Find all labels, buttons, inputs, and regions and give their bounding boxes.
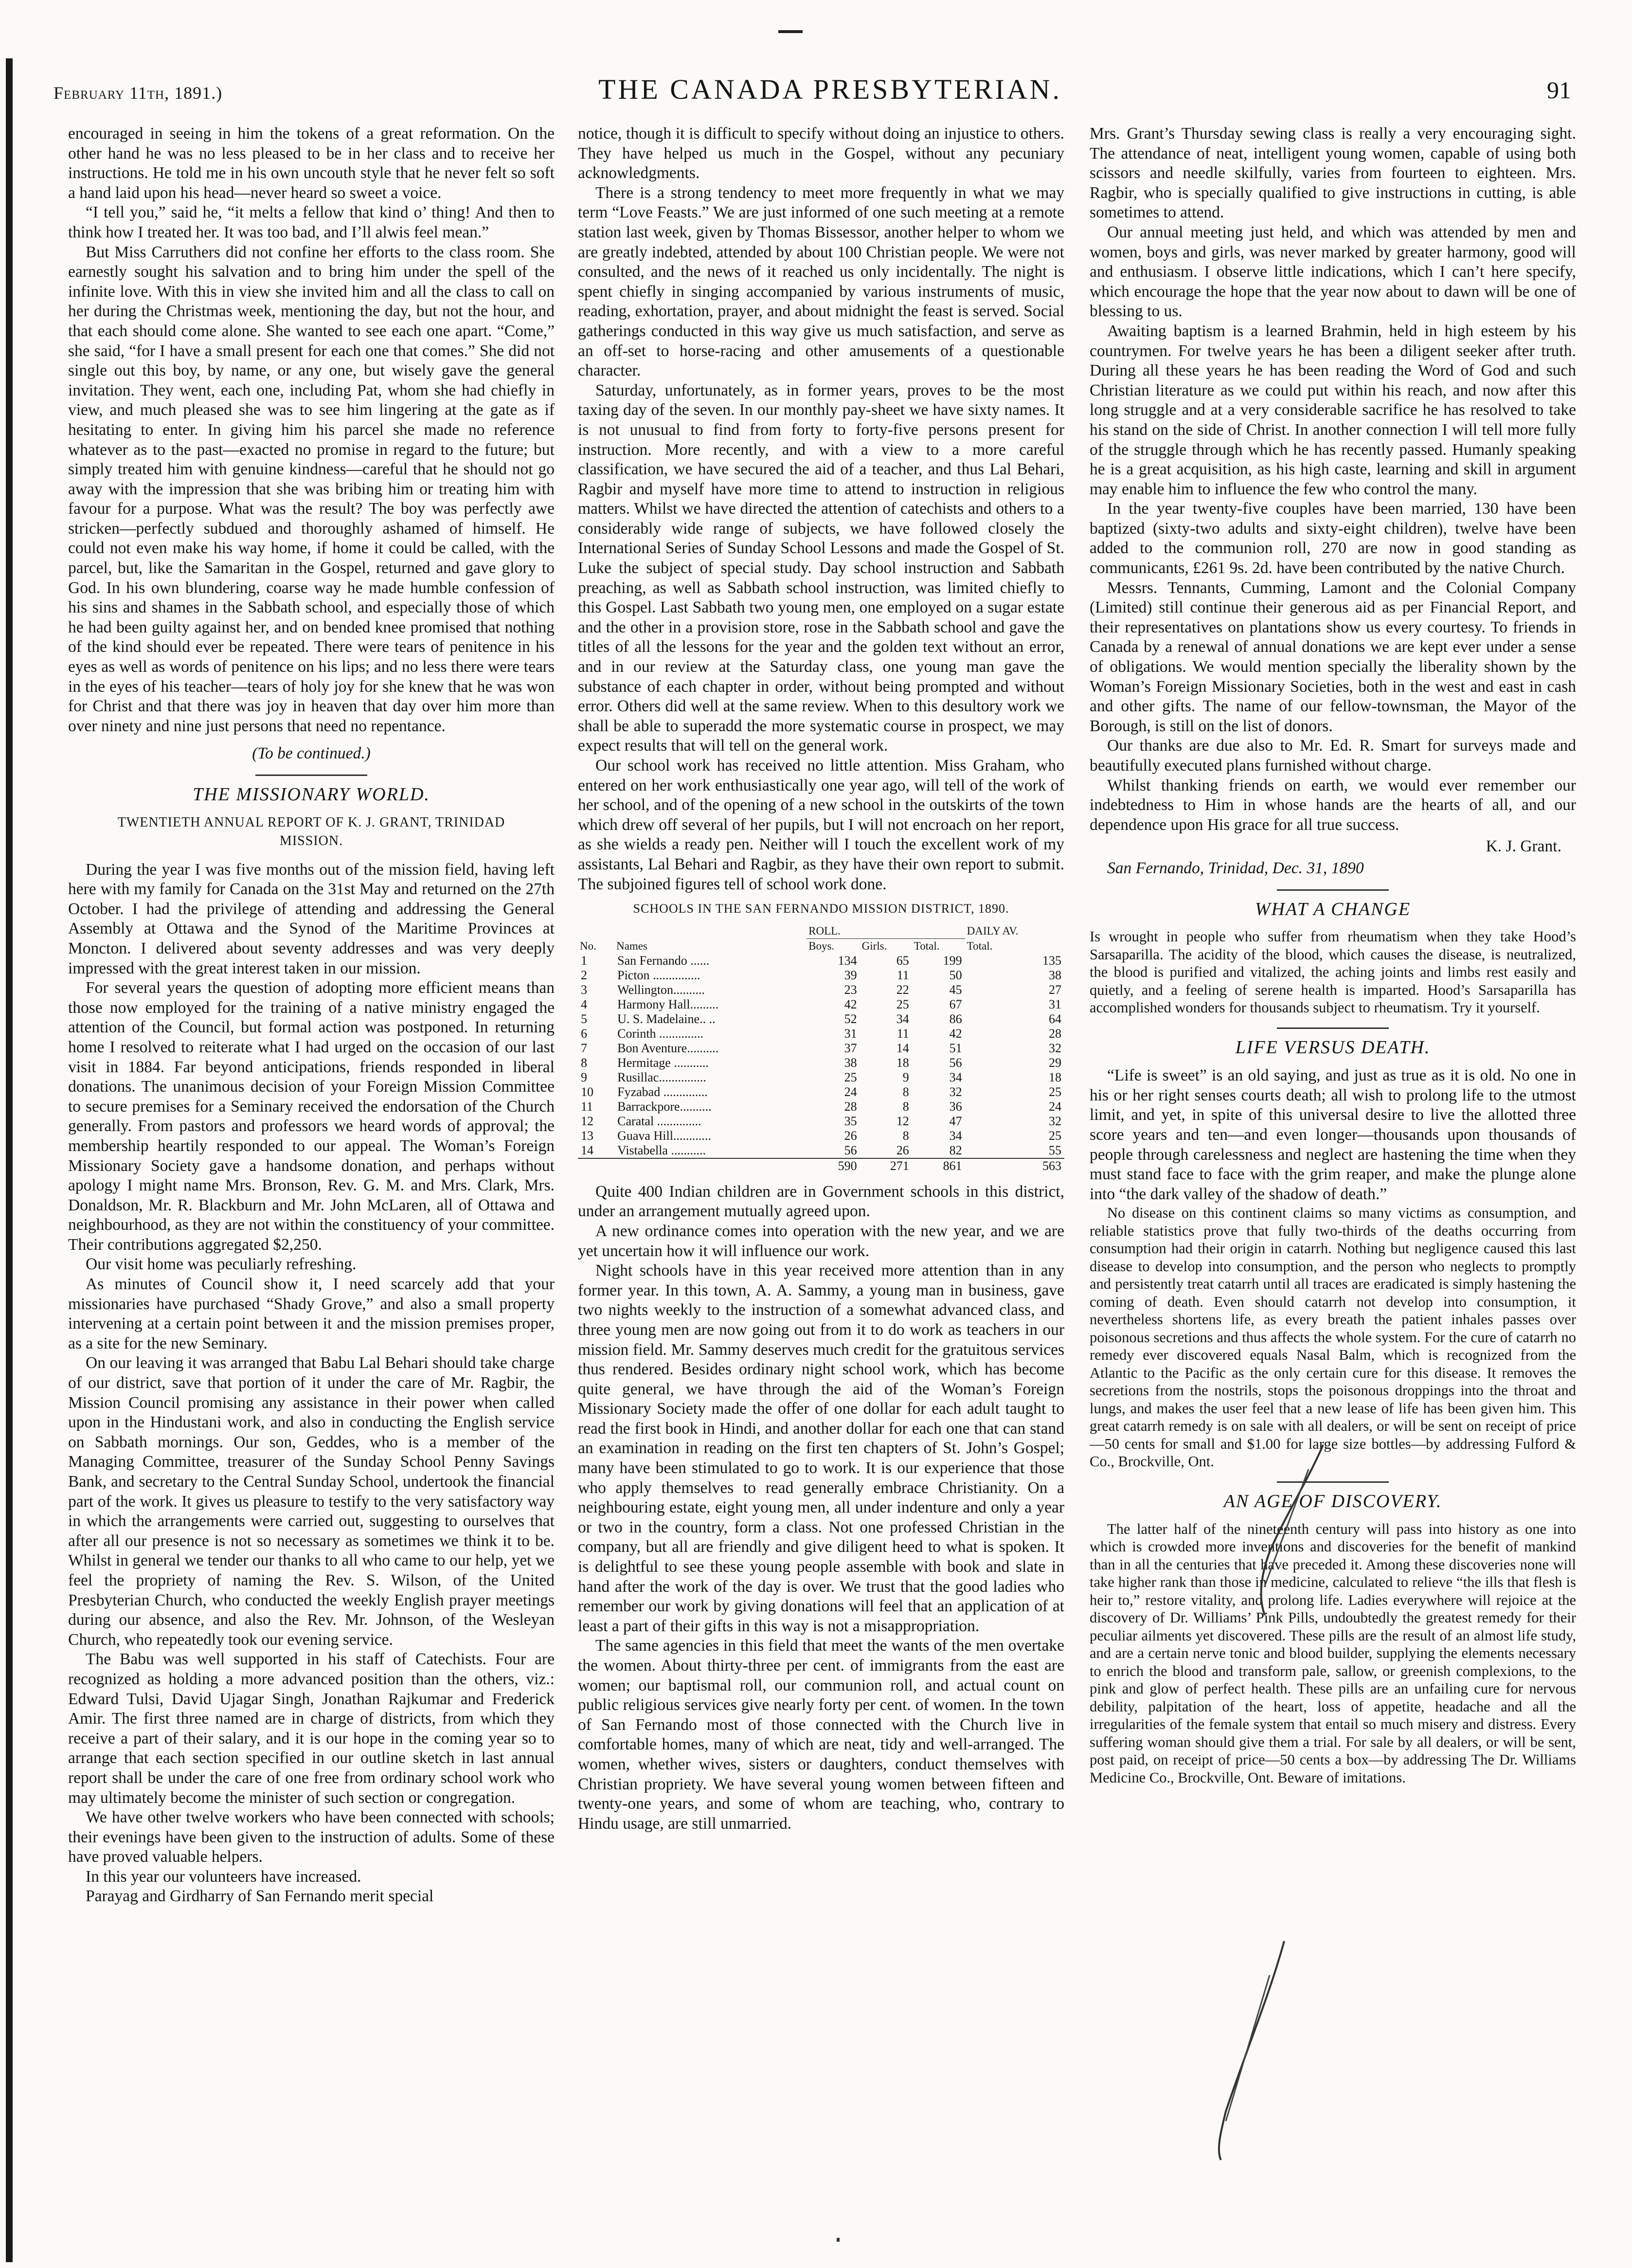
section-title-missionary-world: THE MISSIONARY WORLD. — [193, 784, 430, 805]
table-row — [578, 1026, 1064, 1041]
table-row — [578, 1070, 1064, 1085]
section-divider — [1277, 1027, 1389, 1029]
paragraph: Night schools have in this year received more attention than in any former year. In this town, A. A. Sammy, a young man in business, gave two nights weekly to the instruction of a somewhat advanced class, and three young men are now going out from it to do work as teachers in our mission field. Mr. Sammy deserves much credit for the gratuitous services thus rendered. Besides ordinary night school work, which has become quite general, we have through the aid of the Woman’s Foreign Missionary Society made the offer of one dollar for each adult taught to read the first book in Hindi, and another dollar for each one that can stand an examination in reading on the first ten chapters of St. John’s Gospel; many have been stimulated to go to work. It is our experience that those who apply themselves to read generally embrace Christianity. On a neighbouring estate, eight young men, all under indenture and only a year or two in the country, form a class. Not one professed Christian in the company, but all are friendly and give diligent heed to what is spoken. It is delightful to see these young people assemble with book and slate in hand after the work of the day is over. We trust that the good ladies who remember our work by giving donations will feel that an application of at least a part of their gifts in this way is not a misappropriation. — [578, 1261, 1064, 1635]
table-cell: 25 — [844, 1070, 857, 1084]
table-cell: Barrackpore.......... — [617, 1099, 712, 1114]
paragraph: Whilst thanking friends on earth, we would ever remember our indebtedness to Him in whose hands are the hearts of all, and our dependence upon His grace for all true success. — [1090, 776, 1576, 834]
paragraph: A new ordinance comes into operation with the new year, and we are yet uncertain how it will influence our work. — [578, 1222, 1064, 1260]
table-total-cell — [578, 1158, 614, 1173]
section-divider — [1277, 1481, 1389, 1483]
table-cell: 11 — [581, 1099, 593, 1114]
table-cell: 13 — [581, 1128, 593, 1143]
paragraph: But Miss Carruthers did not confine her efforts to the class room. She earnestly sought his salvation and to bring him under the spell of the infinite love. With this in view she invited him and all the class to call on her during the Christmas week, mentioning the day, but not the hour, and that each should come alone. She wanted to see each one apart. “Come,” she said, “for I have a small present for each one that comes.” She did not single out this boy, by name, or any one, but wisely gave the general invitation. They went, each one, including Pat, whom she had chiefly in view, and much pleased she was to see him lingering at the gate as if hesitating to enter. In giving him his parcel she made no reference whatever as to the past—exacted no promise in regard to the future; but simply treated him with genuine kindness—careful that he should not go away with the impression that she was bribing him or treating him with favour for a purpose. What was the result? The boy was perfectly awe stricken—perfectly subdued and thoroughly ashamed of himself. He could not even make his way home, if home it could be called, with the parcel, but, like the Samaritan in the Gospel, returned and gave glory to God. In his own blundering, coarse way he made humble confession of his sins and shames in the Sabbath school, and especially those of which he had been guilty against her, and on bended knee promised that nothing of the kind should ever be repeated. There were tears of penitence in his eyes as well as words of penitence on his lips; and no less there were tears in the eyes of his teacher—tears of holy joy for she knew that he was won for Christ and that there was joy in heaven that day over him more than over ninety and nine just persons that need no repentance. — [68, 243, 555, 735]
schools-table — [578, 924, 1064, 1173]
table-cell: 67 — [949, 997, 962, 1011]
table-cell: 32 — [949, 1084, 962, 1099]
table-cell: 2 — [581, 968, 587, 982]
col-header: Total. — [967, 939, 993, 952]
table-cell: 9 — [581, 1070, 587, 1084]
paragraph: Our visit home was peculiarly refreshing. — [86, 1255, 357, 1274]
paragraph: Our school work has received no little attention. Miss Graham, who entered on her work enthusiastically one year ago, will tell of the work of her school, and of the opening of a new school in the outskirts of the town which drew off several of her pupils, but I will not encroach on her report, as she wields a ready pen. Neither will I touch the excellent work of my assistants, Lal Behari and Ragbir, as they have their own report to submit. The subjoined figures tell of school work done. — [578, 756, 1064, 893]
paragraph: notice, though it is difficult to specify without doing an injustice to others. They have helped us much in the Gospel, without any pecuniary acknowledgments. — [578, 125, 1064, 182]
table-cell: 22 — [896, 982, 909, 997]
table-row — [578, 1085, 1064, 1099]
table-cell: 32 — [1049, 1114, 1061, 1128]
col-header: Girls. — [861, 939, 887, 952]
page-edge-binding — [6, 58, 13, 2262]
section-divider — [255, 774, 367, 776]
table-cell: 38 — [1049, 968, 1061, 982]
paragraph: Parayag and Girdharry of San Fernando merit special — [86, 1887, 434, 1906]
print-mark — [837, 2238, 840, 2242]
table-cell: 65 — [896, 953, 909, 968]
table-cell: 42 — [844, 997, 857, 1011]
newspaper-title: THE CANADA PRESBYTERIAN. — [598, 73, 1062, 105]
paragraph: “I tell you,” said he, “it melts a fellow that kind o’ thing! And then to think how I treated her. It was too bad, and I’ll alwis feel mean.” — [68, 203, 555, 241]
table-cell: 47 — [949, 1114, 962, 1128]
table-cell: Vistabella ........... — [617, 1143, 706, 1157]
table-cell: 26 — [844, 1128, 857, 1143]
table-cell: 25 — [1049, 1084, 1061, 1099]
column-2 — [578, 124, 1064, 1834]
paragraph: In this year our volunteers have increased. — [86, 1867, 361, 1886]
table-cell: 135 — [1042, 953, 1061, 968]
table-cell: 28 — [1049, 1026, 1061, 1041]
table-cell: 50 — [949, 968, 962, 982]
table-cell: 4 — [581, 997, 587, 1011]
table-row — [578, 1012, 1064, 1026]
table-cell: 51 — [949, 1041, 962, 1055]
table-cell: 64 — [1049, 1011, 1061, 1026]
table-cell: 14 — [581, 1143, 593, 1157]
table-header-row — [578, 938, 1064, 954]
table-cell: 27 — [1049, 982, 1061, 997]
paragraph: Our annual meeting just held, and which was attended by men and women, boys and girls, was never marked by greater harmony, good will and enthusiasm. I observe little indications, which I can’t here specify, which encourage the hope that the year now about to dawn will be one of blessing to us. — [1090, 223, 1576, 321]
table-cell: Caratal .............. — [617, 1114, 701, 1128]
ad-title-age-of-discovery: AN AGE OF DISCOVERY. — [1223, 1491, 1442, 1512]
table-cell: 11 — [897, 968, 909, 982]
table-total-cell: 563 — [965, 1158, 1064, 1173]
roll-group-header: ROLL. — [807, 924, 965, 939]
ad-title-life-versus-death: LIFE VERSUS DEATH. — [1235, 1037, 1431, 1058]
table-cell: 31 — [844, 1026, 857, 1041]
advertisement-text: “Life is sweet” is an old saying, and just as true as it is old. No one in his or her right senses courts death; all wish to prolong life to the utmost limit, and yet, in spite of this universal desire to live the allotted three score years and ten—and even longer—thousands upon thousands of people through carelessness and neglect are hastening the time when they must stand face to face with the grim reaper, and make the plunge alone into “the dark valley of the shadow of death.” — [1090, 1066, 1576, 1203]
table-cell: 56 — [949, 1055, 962, 1070]
table-cell: Rusillac............... — [617, 1070, 706, 1084]
table-cell: 12 — [581, 1114, 593, 1128]
page-header — [54, 68, 1600, 112]
paragraph: As minutes of Council show it, I need scarcely add that your missionaries have purchased “Shady Grove,” and also a small property intervening at a certain point between it and the mission premises proper, as a site for the new Seminary. — [68, 1275, 555, 1352]
paragraph: Mrs. Grant’s Thursday sewing class is really a very encouraging sight. The attendance of neat, intelligent young women, capable of using both scissors and needle skilfully, varies from fourteen to eighteen. Mrs. Ragbir, who is specially qualified to give instructions in cutting, is able sometimes to attend. — [1090, 125, 1576, 222]
table-totals-row — [578, 1158, 1064, 1173]
signature: K. J. Grant. — [1486, 837, 1561, 856]
table-cell: 37 — [844, 1041, 857, 1055]
table-cell: 7 — [581, 1041, 587, 1055]
table-cell: 39 — [844, 968, 857, 982]
table-cell: 12 — [896, 1114, 909, 1128]
page-number: 91 — [1547, 76, 1571, 104]
paragraph: The Babu was well supported in his staff of Catechists. Four are recognized as holding a more advanced position than the others, viz.: Edward Tulsi, David Ujagar Singh, Jonathan Rajkumar and Frederick Amir. The first three named are in charge of districts, from which they receive a part of their salary, and it is our hope in the coming year so to arrange that each section specified in our outline sketch in last annual report shall be under the care of one free from ordinary school work who may ultimately become the minister of such section or congregation. — [68, 1650, 555, 1807]
table-cell: 18 — [1049, 1070, 1061, 1084]
table-row — [578, 1041, 1064, 1056]
table-cell: 55 — [1049, 1143, 1061, 1157]
table-cell: 29 — [1049, 1055, 1061, 1070]
table-cell: U. S. Madelaine.. .. — [617, 1011, 716, 1026]
paragraph: In the year twenty-five couples have been married, 130 have been baptized (sixty-two adults and sixty-eight children), twelve have been added to the communion roll, 270 are now in good standing as communicants, £261 9s. 2d. have been contributed by the native Church. — [1090, 500, 1576, 577]
daily-average-group-header: DAILY AV. — [967, 925, 1019, 937]
paragraph: For several years the question of adopting more efficient means than those now employed for the training of a native ministry engaged the attention of the Council, but formal action was postponed. In returning home I resolved to reiterate what I had urged on the occasion of our last visit in 1884. Far beyond anticipations, friends responded in liberal donations. The unanimous decision of your Foreign Mission Committee to secure premises for a Seminary received the endorsation of the Church generally. From pastors and professors we heard words of approval; the membership heartily responded to our appeal. The Woman’s Foreign Missionary Society gave a handsome donation, and perhaps without apology I might name Mrs. Bronson, Rev. G. M. and Mrs. Clark, Mrs. Donaldson, Mr. R. Blackburn and Mr. John McLaren, all of Ottawa and neighbourhood, as they are not within the constituency of your committee. Their contributions aggregated $2,250. — [68, 979, 555, 1254]
table-cell: 6 — [581, 1026, 587, 1041]
table-cell: Fyzabad .............. — [617, 1084, 708, 1099]
table-cell: 3 — [581, 982, 587, 997]
paragraph: Our thanks are due also to Mr. Ed. R. Smart for surveys made and beautifully executed plans furnished without charge. — [1090, 737, 1576, 774]
table-row — [578, 968, 1064, 983]
paragraph: Saturday, unfortunately, as in former years, proves to be the most taxing day of the seven. In our monthly pay-sheet we have sixty names. It is not unusual to find from forty to forty-five persons present for instruction. More recently, and with a view to a more careful classification, we have secured the aid of a teacher, and thus Lal Behari, Ragbir and myself have more time to attend to instruction in religious matters. Whilst we have directed the attention of catechists and others to a considerably wide range of subjects, we have followed closely the International Series of Sunday School Lessons and made the Gospel of St. Luke the subject of special study. Day school instruction and Sabbath preaching, as well as Sabbath school instruction, was limited chiefly to this Gospel. Last Sabbath two young men, one employed on a sugar estate and the other in a provision store, rose in the Sabbath school and gave the titles of all the lessons for the year and the golden text without an error, and in our review at the Saturday class, one young man gave the substance of each chapter in order, without being prompted and without error. Others did well at the same review. When to this desultory work we shall be able to superadd the more systematic course in prospect, we may expect results that will tell on the general work. — [578, 381, 1064, 755]
table-cell: 18 — [896, 1055, 909, 1070]
table-cell: 31 — [1049, 997, 1061, 1011]
table-cell: 52 — [844, 1011, 857, 1026]
table-cell: 38 — [844, 1055, 857, 1070]
paragraph: During the year I was five months out of the mission field, having left here with my family for Canada on the 31st May and returned on the 27th October. I had the privilege of attending and addressing the General Assembly at Ottawa and the Synod of the Maritime Provinces at Moncton. I delivered about seventy addresses and was very deeply impressed with the great interest taken in our mission. — [68, 860, 555, 977]
table-cell: 34 — [896, 1011, 909, 1026]
paragraph: encouraged in seeing in him the tokens of a great reformation. On the other hand he was no less pleased to be in her class and to receive her instructions. He told me in his own uncouth style that he never felt so soft a hand laid upon his head—never heard so sweet a voice. — [68, 125, 555, 202]
table-cell: 36 — [949, 1099, 962, 1114]
table-cell: 25 — [1049, 1128, 1061, 1143]
table-row — [578, 997, 1064, 1012]
table-cell: 56 — [844, 1143, 857, 1157]
table-cell: Hermitage ........... — [617, 1055, 709, 1070]
table-cell: 14 — [896, 1041, 909, 1055]
to-be-continued: (To be continued.) — [252, 744, 371, 763]
table-cell: 8 — [902, 1099, 909, 1114]
table-cell: 23 — [844, 982, 857, 997]
table-cell: 9 — [902, 1070, 909, 1084]
table-cell: 25 — [896, 997, 909, 1011]
table-cell: 11 — [897, 1026, 909, 1041]
table-cell: Harmony Hall......... — [617, 997, 719, 1011]
col-header: No. — [580, 939, 596, 952]
table-cell: 199 — [943, 953, 962, 968]
table-row — [578, 1056, 1064, 1070]
table-total-cell: 861 — [912, 1158, 965, 1173]
table-cell: Corinth .............. — [617, 1026, 704, 1041]
table-cell: 42 — [949, 1026, 962, 1041]
col-header: Names — [616, 939, 647, 952]
table-cell: 32 — [1049, 1041, 1061, 1055]
paragraph: There is a strong tendency to meet more frequently in what we may term “Love Feasts.” We are just informed of one such meeting at a remote station last week, given by Thomas Bissessor, another helper to whom we are greatly indebted, attended by about 100 Christian people. We were not consulted, and the news of it reached us only incidentally. The night is spent chiefly in singing accompanied by various instruments of music, reading, exhortation, prayer, and about midnight the feast is served. Social gatherings conducted in this way give us much satisfaction, and serve as an off-set to horse-racing and other amusements of a questionable character. — [578, 183, 1064, 380]
col-header: Boys. — [808, 939, 835, 952]
article-subhead: TWENTIETH ANNUAL REPORT OF K. J. GRANT, TRINIDAD MISSION. — [117, 814, 505, 848]
table-cell: 28 — [844, 1099, 857, 1114]
table-cell: 8 — [902, 1084, 909, 1099]
table-row — [578, 983, 1064, 997]
ad-title-what-a-change: WHAT A CHANGE — [1255, 899, 1411, 919]
table-row — [578, 1129, 1064, 1143]
table-cell: 26 — [896, 1143, 909, 1157]
table-cell: Guava Hill............ — [617, 1128, 711, 1143]
table-cell: 8 — [902, 1128, 909, 1143]
table-caption: SCHOOLS IN THE SAN FERNANDO MISSION DISTRICT, 1890. — [633, 901, 1009, 916]
table-row — [578, 1114, 1064, 1129]
col-header: Total. — [914, 939, 940, 952]
table-row — [578, 1143, 1064, 1158]
table-total-cell: 590 — [807, 1158, 860, 1173]
table-cell: Wellington.......... — [617, 982, 705, 997]
advertisement-text: No disease on this continent claims so many victims as consumption, and reliable statistics prove that fully two-thirds of the deaths occurring from consumption had their origin in catarrh. Nothing but negligence caused this last disease to develop into consumption, and the person who neglects to promptly and persistently treat catarrh until all traces are eradicated is simply hastening the coming of death. Even should catarrh not develop into consumption, it nevertheless shortens life, as every breath the patient inhales passes over poisonous secretions and thus affects the whole system. For the cure of catarrh no remedy ever discovered equals Nasal Balm, which is recognized from the Atlantic to the Pacific as the only certain cure for this disease. It removes the secretions from the nostrils, stops the poisonous droppings into the throat and lungs, and makes the user feel that a new lease of life has been given him. This great catarrh remedy is on sale with all dealers, or will be sent on receipt of price—50 cents for small and $1.00 for large size bottles—by addressing Fulford & Co., Brockville, Ont. — [1090, 1205, 1576, 1470]
dateline: San Fernando, Trinidad, Dec. 31, 1890 — [1107, 859, 1364, 877]
table-cell: 24 — [844, 1084, 857, 1099]
table-total-cell — [614, 1158, 807, 1173]
table-cell: 24 — [1049, 1099, 1061, 1114]
table-cell: 35 — [844, 1114, 857, 1128]
paragraph: Awaiting baptism is a learned Brahmin, held in high esteem by his countrymen. For twelve years he has been a diligent seeker after truth. During all these years he has been reading the Word of God and such Christian literature as we could put within his reach, and now after this long struggle and at a very considerable sacrifice he has resolved to take his stand on the side of Christ. In another connection I will tell more fully of the struggle through which he has recently passed. Humanly speaking he is a great acquisition, as his high caste, learning and skill in argument may enable him to influence the few who control the many. — [1090, 322, 1576, 498]
table-cell: 134 — [838, 953, 857, 968]
table-cell: 8 — [581, 1055, 587, 1070]
table-row — [578, 954, 1064, 968]
table-cell: 86 — [949, 1011, 962, 1026]
paragraph: On our leaving it was arranged that Babu Lal Behari should take charge of our district, save that portion of it under the care of Mr. Ragbir, the Mission Council promising any assistance in their power when called upon in the Hindustani work, and also in conducting the English service on Sabbath mornings. Our son, Geddes, who is a member of the Managing Committee, treasurer of the Sunday School Penny Savings Bank, and secretary to the Central Sunday School, undertook the financial part of the work. It gives us pleasure to testify to the very satisfactory way in which the arrangements were carried out, suggesting to ourselves that after all our presence is not so necessary as sometimes we think it to be. Whilst in general we tender our thanks to all who came to our help, yet we feel the propriety of naming the Rev. S. Wilson, of the United Presbyterian Church, who conducted the weekly English prayer meetings during our absence, and also the Rev. Mr. Johnson, of the Wesleyan Church, who repeatedly took our evening service. — [68, 1354, 555, 1649]
table-cell: 10 — [581, 1084, 593, 1099]
section-divider — [1277, 889, 1389, 891]
advertisement-text: The latter half of the nineteenth century will pass into history as one into which is crowded more inventions and discoveries for the benefit of mankind than in all the centuries that have preceded it. Among these discoveries none will take higher rank than those in medicine, calculated to relieve “the ills that flesh is heir to,” restore vitality, and prolong life. Ladies everywhere will rejoice at the discovery of Dr. Williams’ Pink Pills, undoubtedly the greatest remedy for their peculiar ailments yet discovered. These pills are the result of an almost life study, and are a certain nerve tonic and blood builder, supplying the elements necessary to enrich the blood and transform pale, sallow, or greenish complexions, to the pink and glow of perfect health. These pills are an unfailing cure for nervous debility, palpitation of the heart, loss of appetite, headache and all the irregularities of the female system that entail so much misery and distress. Every suffering woman should give them a trial. For sale by all dealers, or will be sent, post paid, on receipt of price—50 cents a box—by addressing The Dr. Williams Medicine Co., Brockville, Ont. Beware of imitations. — [1090, 1520, 1576, 1786]
top-mark — [778, 30, 803, 33]
column-3 — [1090, 124, 1576, 1786]
column-1 — [68, 124, 555, 1907]
table-cell: 5 — [581, 1011, 587, 1026]
paragraph: We have other twelve workers who have been connected with schools; their evenings have been given to the instruction of adults. Some of these have proved valuable helpers. — [68, 1808, 555, 1866]
table-cell: 34 — [949, 1070, 962, 1084]
table-cell: San Fernando ...... — [617, 953, 710, 968]
table-cell: 45 — [949, 982, 962, 997]
table-cell: Picton ............... — [617, 968, 700, 982]
paragraph: Quite 400 Indian children are in Government schools in this district, under an arrangement mutually agreed upon. — [578, 1182, 1064, 1221]
table-body — [578, 954, 1064, 1173]
table-cell: 82 — [949, 1143, 962, 1157]
table-cell: Bon Aventure.......... — [617, 1041, 719, 1055]
table-cell: 1 — [581, 953, 587, 968]
table-cell: 34 — [949, 1128, 962, 1143]
advertisement-text: Is wrought in people who suffer from rheumatism when they take Hood’s Sarsaparilla. The acidity of the blood, which causes the disease, is neutralized, the blood is purified and vitalized, the aching joints and limbs rest easily and quietly, and a feeling of serene health is imparted. Hood’s Sarsaparilla has accomplished wonders for thousands subject to rheumatism. Try it yourself. — [1090, 928, 1576, 1016]
table-row — [578, 1099, 1064, 1114]
paragraph: Messrs. Tennants, Cumming, Lamont and the Colonial Company (Limited) still continue their generous aid as per Financial Report, and their representatives on plantations show us every courtesy. To friends in Canada by a renewal of annual donations we are kept ever under a sense of obligations. We would mention specially the liberality shown by the Woman’s Foreign Missionary Societies, both in the west and east in cash and other gifts. The name of our fellow-townsman, the Mayor of the Borough, is still on the list of donors. — [1090, 578, 1576, 735]
table-total-cell: 271 — [860, 1158, 912, 1173]
paragraph: The same agencies in this field that meet the wants of the men overtake the women. About thirty-three per cent. of immigrants from the east are women; our baptismal roll, our communion roll, and actual count on public religious services give nearly forty per cent. of women. In the town of San Fernando most of those connected with the Church live in comfortable homes, many of which are neat, tidy and well-arranged. The women, whether wives, sisters or daughters, conduct themselves with Christian propriety. We have several young women between fifteen and twenty-one years, and some of whom are teaching, who, contrary to Hindu usage, are still unmarried. — [578, 1637, 1064, 1833]
issue-date: February 11th, 1891.) — [54, 83, 223, 103]
pencil-mark — [1206, 1936, 1289, 2165]
